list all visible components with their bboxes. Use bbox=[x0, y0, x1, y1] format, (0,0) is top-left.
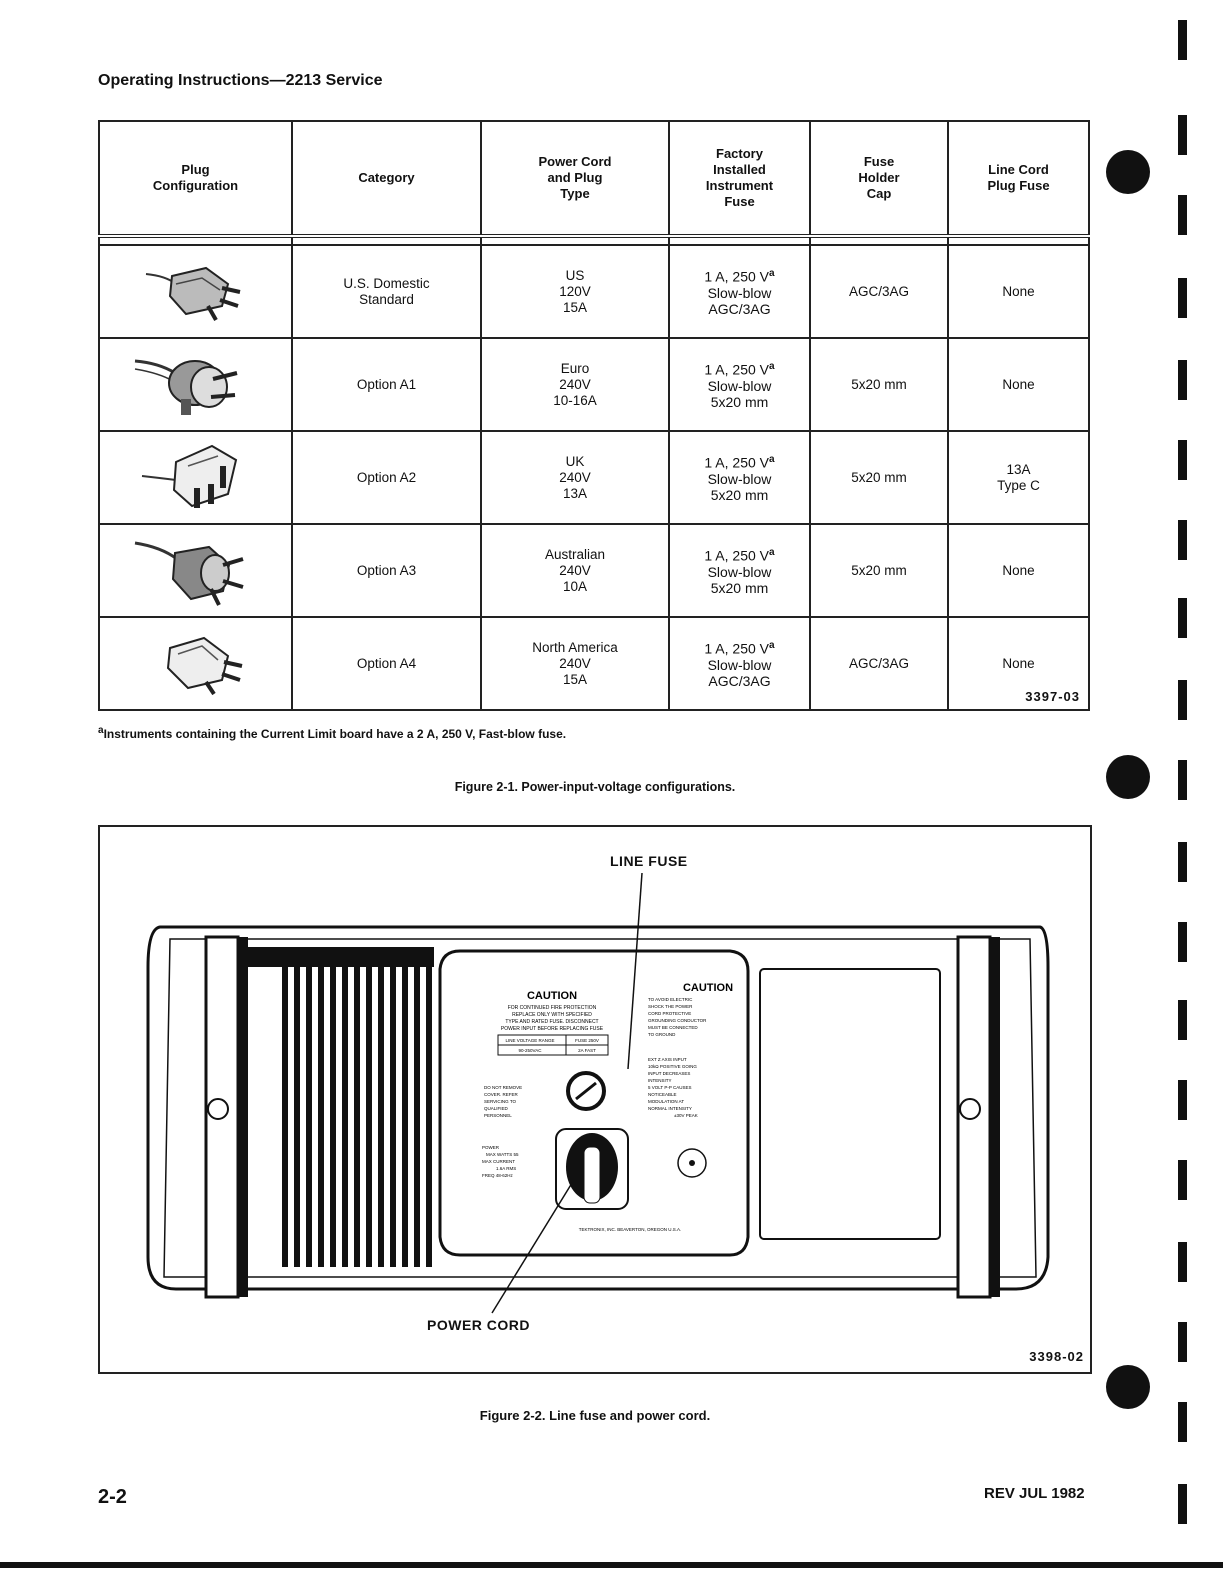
cap-cell: AGC/3AG bbox=[810, 245, 948, 338]
svg-text:CORD PROTECTIVE: CORD PROTECTIVE bbox=[648, 1011, 692, 1016]
col-header: Line Cord Plug Fuse bbox=[948, 121, 1089, 236]
cord-cell: Euro 240V 10-16A bbox=[481, 338, 669, 431]
table-row bbox=[99, 524, 1089, 617]
power-config-table bbox=[98, 120, 1090, 711]
svg-text:MAX WATTS 55: MAX WATTS 55 bbox=[486, 1152, 519, 1157]
svg-text:TYPE AND RATED FUSE. DISCONNEC: TYPE AND RATED FUSE. DISCONNECT bbox=[505, 1019, 599, 1025]
svg-text:MODULATION AT: MODULATION AT bbox=[648, 1099, 685, 1104]
fuse-cell: 1 A, 250 $V^a$ Slow-blow AGC/3AG bbox=[669, 617, 810, 710]
figure-caption: Figure 2-1. Power-input-voltage configurations. bbox=[454, 780, 736, 794]
col-header: Factory Installed Instrument Fuse bbox=[669, 121, 810, 236]
svg-text:TO AVOID ELECTRIC: TO AVOID ELECTRIC bbox=[648, 997, 693, 1002]
plug-image bbox=[99, 524, 292, 617]
fuse-cell: 1 A, 250 $V^a$ Slow-blow 5x20 mm bbox=[669, 524, 810, 617]
svg-text:TEKTRONIX, INC. BEAVERTON, OR: TEKTRONIX, INC. BEAVERTON, OREGON U.S.A. bbox=[578, 1227, 682, 1232]
svg-text:PERSONNEL: PERSONNEL bbox=[484, 1113, 512, 1118]
table-footnote: $^a$Instruments containing the Current Limit board have a 2 A, 250 V, Fast-blow fuse. bbox=[98, 725, 567, 741]
uk-plug-icon bbox=[136, 436, 256, 516]
category-cell: Option A1 bbox=[292, 338, 481, 431]
svg-text:FUSE 250V: FUSE 250V bbox=[575, 1038, 599, 1043]
col-header: Power Cord and Plug Type bbox=[481, 121, 669, 236]
svg-text:DO NOT REMOVE: DO NOT REMOVE bbox=[484, 1085, 523, 1090]
svg-text:GROUNDING CONDUCTOR: GROUNDING CONDUCTOR bbox=[648, 1018, 707, 1023]
plug-image bbox=[99, 617, 292, 710]
cord-cell: UK 240V 13A bbox=[481, 431, 669, 524]
figure-number: 3397-03 bbox=[1025, 689, 1080, 704]
category-cell: Option A3 bbox=[292, 524, 481, 617]
svg-text:POWER INPUT BEFORE REPLACING F: POWER INPUT BEFORE REPLACING FUSE bbox=[500, 1026, 604, 1032]
svg-text:2A FAST: 2A FAST bbox=[578, 1048, 596, 1053]
svg-text:CAUTION: CAUTION bbox=[526, 990, 578, 1002]
cord-cell: Australian 240V 10A bbox=[481, 524, 669, 617]
us-plug-icon bbox=[136, 254, 256, 326]
plug-image bbox=[99, 338, 292, 431]
svg-text:LINE VOLTAGE RANGE: LINE VOLTAGE RANGE bbox=[505, 1038, 555, 1043]
svg-text:MAX CURRENT: MAX CURRENT bbox=[482, 1159, 516, 1164]
col-header: Fuse Holder Cap bbox=[810, 121, 948, 236]
svg-text:10kΩ POSITIVE GOING: 10kΩ POSITIVE GOING bbox=[648, 1064, 697, 1069]
cap-cell: 5x20 mm bbox=[810, 524, 948, 617]
svg-text:±30V PEAK: ±30V PEAK bbox=[674, 1113, 698, 1118]
plug-fuse-cell: 13A Type C bbox=[948, 431, 1089, 524]
svg-text:1.6A RMS: 1.6A RMS bbox=[496, 1166, 517, 1171]
line-fuse-label: LINE FUSE bbox=[610, 853, 688, 869]
power-cord-label: POWER CORD bbox=[427, 1317, 530, 1333]
svg-text:QUALIFIED: QUALIFIED bbox=[484, 1106, 508, 1111]
category-cell: U.S. Domestic Standard bbox=[292, 245, 481, 338]
euro-plug-icon bbox=[131, 343, 261, 423]
plug-fuse-cell: None bbox=[948, 245, 1089, 338]
svg-text:CAUTION: CAUTION bbox=[682, 982, 734, 994]
north-america-plug-icon bbox=[136, 626, 256, 698]
bottom-rule bbox=[0, 1562, 1223, 1568]
svg-text:FREQ 48-62Hz: FREQ 48-62Hz bbox=[482, 1173, 513, 1178]
cap-cell: 5x20 mm bbox=[810, 338, 948, 431]
category-cell: Option A4 bbox=[292, 617, 481, 710]
svg-text:COVER. REFER: COVER. REFER bbox=[484, 1092, 518, 1097]
svg-text:NOTICEABLE: NOTICEABLE bbox=[648, 1092, 677, 1097]
plug-fuse-cell: None bbox=[948, 338, 1089, 431]
svg-text:NORMAL INTENSITY: NORMAL INTENSITY bbox=[648, 1106, 692, 1111]
svg-text:TO GROUND: TO GROUND bbox=[648, 1032, 676, 1037]
figure-2-2 bbox=[98, 825, 1092, 1374]
australian-plug-icon bbox=[131, 529, 261, 609]
svg-text:INPUT DECREASES: INPUT DECREASES bbox=[648, 1071, 691, 1076]
figure-number: 3398-02 bbox=[1029, 1349, 1084, 1364]
table-header-row bbox=[99, 121, 1089, 236]
cord-cell: US 120V 15A bbox=[481, 245, 669, 338]
figure-caption: Figure 2-2. Line fuse and power cord. bbox=[479, 1408, 711, 1423]
svg-text:SHOCK THE POWER: SHOCK THE POWER bbox=[648, 1004, 693, 1009]
svg-text:MUST BE CONNECTED: MUST BE CONNECTED bbox=[648, 1025, 698, 1030]
cord-cell: North America 240V 15A bbox=[481, 617, 669, 710]
category-cell: Option A2 bbox=[292, 431, 481, 524]
figure-2-1 bbox=[98, 120, 1088, 712]
svg-text:INTENSITY: INTENSITY bbox=[648, 1078, 672, 1083]
rear-panel-drawing bbox=[100, 827, 1090, 1372]
svg-text:POWER: POWER bbox=[482, 1145, 500, 1150]
svg-text:SERVICING TO: SERVICING TO bbox=[484, 1099, 517, 1104]
svg-text:REPLACE ONLY WITH SPECIFIED: REPLACE ONLY WITH SPECIFIED bbox=[512, 1012, 592, 1018]
plug-fuse-cell: None 3397-03 bbox=[948, 617, 1089, 710]
fuse-cell: 1 A, 250 $V^a$ Slow-blow 5x20 mm bbox=[669, 431, 810, 524]
revision-date: REV JUL 1982 bbox=[984, 1485, 1085, 1502]
col-header: Category bbox=[292, 121, 481, 236]
svg-text:5 VOLT P-P CAUSES: 5 VOLT P-P CAUSES bbox=[648, 1085, 692, 1090]
fuse-cell: 1 A, 250 $V^a$ Slow-blow AGC/3AG bbox=[669, 245, 810, 338]
plug-fuse-cell: None bbox=[948, 524, 1089, 617]
cap-cell: AGC/3AG bbox=[810, 617, 948, 710]
svg-text:EXT Z AXIS INPUT: EXT Z AXIS INPUT bbox=[648, 1057, 687, 1062]
plug-image bbox=[99, 245, 292, 338]
table-row bbox=[99, 245, 1089, 338]
svg-text:FOR CONTINUED FIRE PROTECTION: FOR CONTINUED FIRE PROTECTION bbox=[507, 1005, 597, 1011]
fuse-cell: 1 A, 250 $V^a$ Slow-blow 5x20 mm bbox=[669, 338, 810, 431]
table-row bbox=[99, 617, 1089, 710]
svg-text:90-250VAC: 90-250VAC bbox=[518, 1048, 542, 1053]
col-header: Plug Configuration bbox=[99, 121, 292, 236]
page-header: Operating Instructions—2213 Service bbox=[98, 72, 383, 89]
plug-image bbox=[99, 431, 292, 524]
table-row bbox=[99, 431, 1089, 524]
table-row bbox=[99, 338, 1089, 431]
page-number: 2-2 bbox=[98, 1486, 127, 1508]
cap-cell: 5x20 mm bbox=[810, 431, 948, 524]
